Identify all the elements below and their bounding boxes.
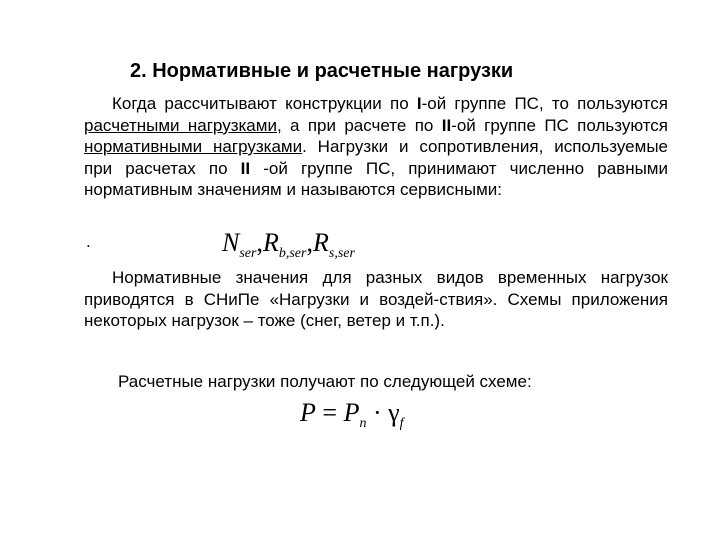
paragraph-design-scheme — [118, 371, 678, 393]
text-fragment: а при расчете по — [281, 115, 442, 135]
formula-symbol: R — [262, 228, 279, 257]
underlined-term-normative-loads: нормативными нагрузками — [84, 137, 303, 156]
group-numeral-2: II — [441, 115, 452, 135]
formula-symbol: N — [222, 228, 240, 257]
text-fragment: -ой группе ПС, то пользуются — [421, 94, 668, 113]
formula-multiply-dot: · — [366, 398, 389, 427]
paragraph-text: Расчетные нагрузки получают по следующей схеме: — [118, 372, 532, 391]
text-fragment: Когда рассчитывают конструкции по — [112, 94, 417, 113]
formula-subscript: n — [359, 416, 367, 431]
formula-symbol: P — [300, 398, 316, 427]
group-numeral-1: I — [416, 94, 422, 113]
slide-title: 2. Нормативные и расчетные нагрузки — [130, 60, 514, 82]
formula-subscript: b,ser — [278, 246, 307, 261]
formula-subscript: ser — [239, 246, 257, 261]
formula-symbol: γ — [388, 398, 400, 427]
group-numeral-2: II — [240, 158, 251, 178]
formula-symbol: P — [343, 398, 360, 427]
formula-equals: = — [315, 398, 344, 427]
paragraph-normative-values — [84, 267, 668, 332]
text-fragment: -ой группе ПС пользуются — [451, 115, 669, 135]
formula-comma: , — [256, 228, 263, 257]
text-fragment: . Нагрузки и сопротивления, используемые при расчетах по — [84, 137, 668, 178]
formula-design-load — [300, 398, 404, 432]
text-fragment: -ой группе ПС, принимают численно равными нормативным значениям и называются сервисными: — [84, 158, 668, 199]
paragraph-group-definitions — [84, 93, 668, 201]
paragraph-text: Нормативные значения для разных видов временных нагрузок приводятся в СНиПе «Нагрузки и воздей-ствия». Схемы приложения некоторых нагрузок – тоже (снег, ветер и т.п.). — [84, 268, 668, 330]
formula-subscript: s,ser — [328, 246, 355, 261]
formula-symbol: R — [312, 228, 329, 257]
formula-subscript: f — [399, 416, 404, 431]
bullet-dot: . — [86, 232, 91, 251]
formula-comma: , — [306, 228, 313, 257]
formula-service-values — [222, 228, 355, 262]
underlined-term-design-loads: расчетными нагрузками, — [84, 115, 282, 135]
